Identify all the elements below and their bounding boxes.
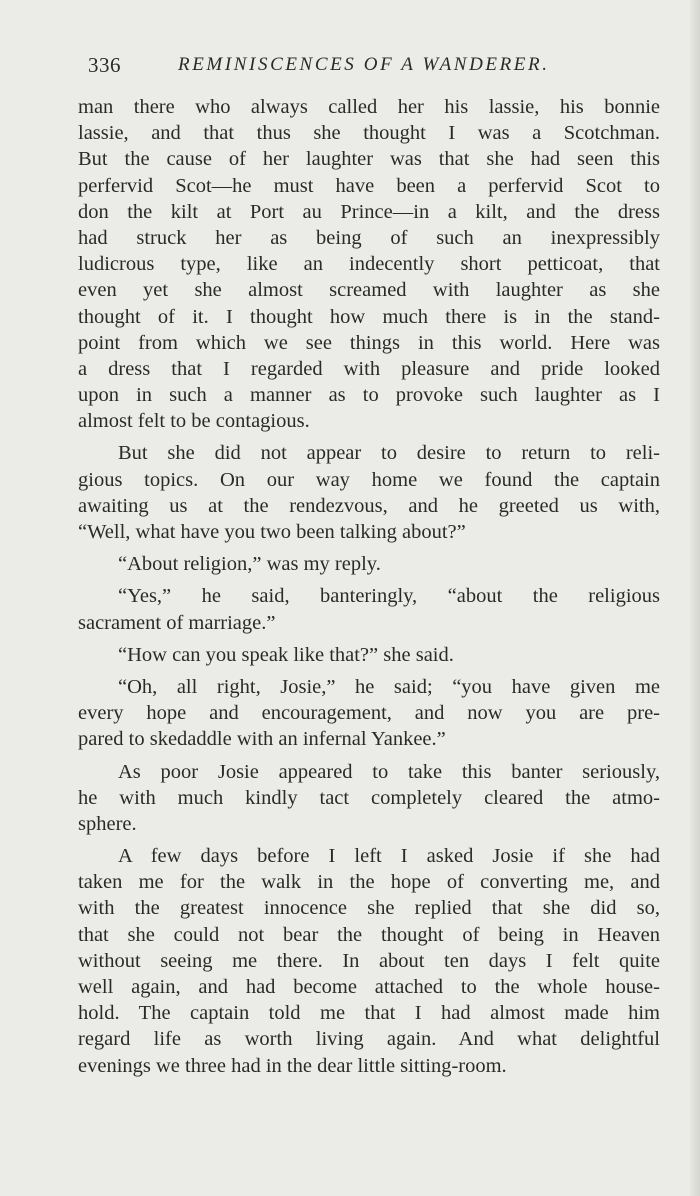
- text-line: gious topics. On our way home we found the captain: [78, 468, 660, 491]
- page-number: 336: [88, 53, 121, 77]
- text-line: “How can you speak like that?” she said.: [118, 643, 454, 666]
- text-line: regard life as worth living again. And what delightful: [78, 1028, 660, 1051]
- text-line: that she could not bear the thought of being in Heaven: [78, 923, 660, 946]
- text-line: had struck her as being of such an inexpressibly: [78, 226, 660, 249]
- paragraph: [78, 94, 660, 434]
- text-line: pared to skedaddle with an infernal Yankee.”: [78, 728, 446, 751]
- text-line: taken me for the walk in the hope of converting me, and: [78, 871, 660, 894]
- text-line: As poor Josie appeared to take this banter seriously,: [118, 760, 660, 783]
- paragraph: [78, 759, 660, 838]
- text-line: sphere.: [78, 812, 137, 835]
- text-line: perfervid Scot—he must have been a perfervid Scot to: [78, 174, 660, 197]
- paragraph: [78, 843, 660, 1079]
- page-edge-shadow: [690, 0, 700, 1196]
- paragraph: [78, 583, 660, 635]
- text-line: evenings we three had in the dear little sitting-room.: [78, 1054, 507, 1077]
- text-line: almost felt to be contagious.: [78, 410, 310, 433]
- text-line: point from which we see things in this world. Here was: [78, 331, 660, 354]
- text-line: “Oh, all right, Josie,” he said; “you have given me: [118, 675, 660, 698]
- text-line: But the cause of her laughter was that she had seen this: [78, 148, 660, 171]
- text-line: ludicrous type, like an indecently short petticoat, that: [78, 253, 660, 276]
- text-line: he with much kindly tact completely cleared the atmo-: [78, 786, 660, 809]
- text-line: awaiting us at the rendezvous, and he greeted us with,: [78, 494, 660, 517]
- text-line: But she did not appear to desire to return to reli-: [118, 442, 660, 465]
- text-line: man there who always called her his lassie, his bonnie: [78, 96, 660, 118]
- text-line: thought of it. I thought how much there is in the stand-: [78, 305, 660, 328]
- running-title: REMINISCENCES OF A WANDERER.: [178, 54, 550, 75]
- text-line: without seeing me there. In about ten days I felt quite: [78, 949, 660, 972]
- paragraph: [78, 551, 660, 577]
- text-line: “Yes,” he said, banteringly, “about the religious: [118, 585, 660, 608]
- text-line: “Well, what have you two been talking about?”: [78, 521, 466, 543]
- text-line: well again, and had become attached to the whole house-: [78, 976, 660, 998]
- text-line: upon in such a manner as to provoke such laughter as I: [78, 384, 660, 407]
- text-line: with the greatest innocence she replied that she did so,: [78, 897, 660, 920]
- paragraph: [78, 440, 660, 545]
- text-line: hold. The captain told me that I had almost made him: [78, 1002, 660, 1025]
- text-line: a dress that I regarded with pleasure and pride looked: [78, 357, 660, 380]
- text-line: even yet she almost screamed with laughter as she: [78, 279, 660, 302]
- paragraph: [78, 674, 660, 753]
- running-head: [88, 52, 600, 78]
- text-line: sacrament of marriage.”: [78, 611, 276, 634]
- paragraph: [78, 642, 660, 668]
- text-line: “About religion,” was my reply.: [118, 553, 381, 576]
- body-text: [78, 94, 660, 1079]
- text-line: don the kilt at Port au Prince—in a kilt, and the dress: [78, 200, 660, 223]
- text-line: lassie, and that thus she thought I was a Scotchman.: [78, 122, 660, 145]
- text-line: every hope and encouragement, and now you are pre-: [78, 702, 660, 725]
- text-line: A few days before I left I asked Josie if she had: [118, 845, 660, 868]
